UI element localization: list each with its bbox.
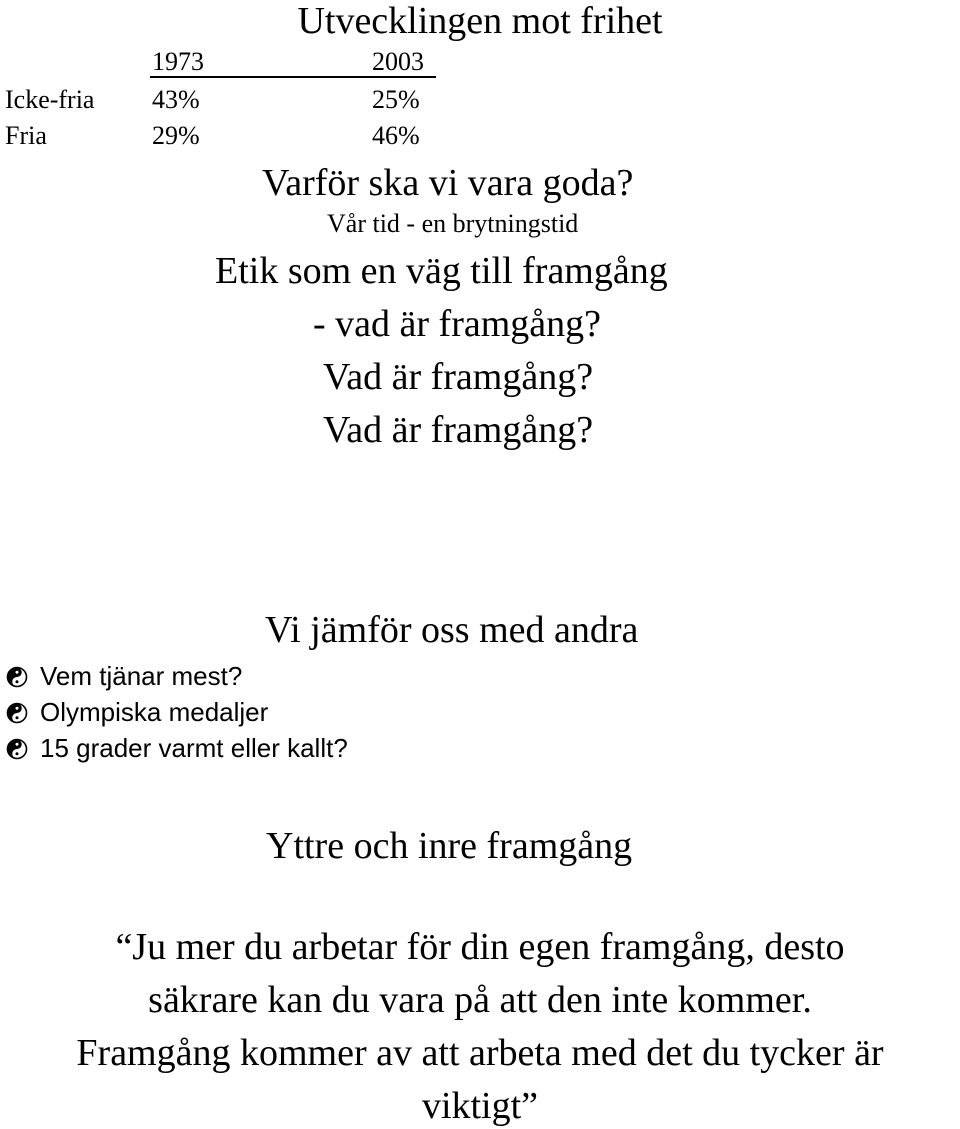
heading-goda: Varför ska vi vara goda? — [262, 162, 634, 204]
cell-icke-fria-1973: 43% — [152, 85, 200, 114]
quote-line: viktigt” — [421, 1085, 539, 1127]
column-header-1973: 1973 — [152, 47, 204, 76]
page-title: Utvecklingen mot frihet — [297, 0, 663, 42]
subheading-brytningstid: Vår tid - en brytningstid — [327, 209, 579, 238]
cell-icke-fria-2003: 25% — [372, 85, 420, 114]
heading-yttre: Yttre och inre framgång — [266, 825, 633, 867]
row-label-fria: Fria — [5, 121, 47, 150]
yin-yang-icon — [6, 666, 28, 688]
header-rule — [150, 76, 436, 78]
heading-etik: Etik som en väg till framgång — [215, 250, 668, 292]
bullet-item — [6, 699, 268, 725]
cell-fria-1973: 29% — [152, 121, 200, 150]
quote-line: Framgång kommer av att arbeta med det du tycker är — [76, 1032, 884, 1074]
column-header-2003: 2003 — [372, 47, 424, 76]
bullet-text: Olympiska medaljer — [40, 697, 269, 727]
heading-jamfor: Vi jämför oss med andra — [265, 609, 639, 651]
yin-yang-icon — [6, 702, 28, 724]
bullet-text: 15 grader varmt eller kallt? — [40, 733, 348, 763]
quote-line: “Ju mer du arbetar för din egen framgång, desto — [115, 926, 845, 968]
quote-line: säkrare kan du vara på att den inte kommer. — [148, 979, 812, 1021]
bullet-item — [6, 663, 242, 689]
subheading-etik: - vad är framgång? — [313, 303, 602, 345]
heading-vad-ar-framgang-1: Vad är framgång? — [323, 356, 594, 398]
yin-yang-icon — [6, 738, 28, 760]
bullet-item — [6, 735, 348, 761]
bullet-text: Vem tjänar mest? — [40, 661, 243, 691]
row-label-icke-fria: Icke-fria — [5, 85, 95, 114]
heading-vad-ar-framgang-2: Vad är framgång? — [323, 409, 594, 451]
cell-fria-2003: 46% — [372, 121, 420, 150]
